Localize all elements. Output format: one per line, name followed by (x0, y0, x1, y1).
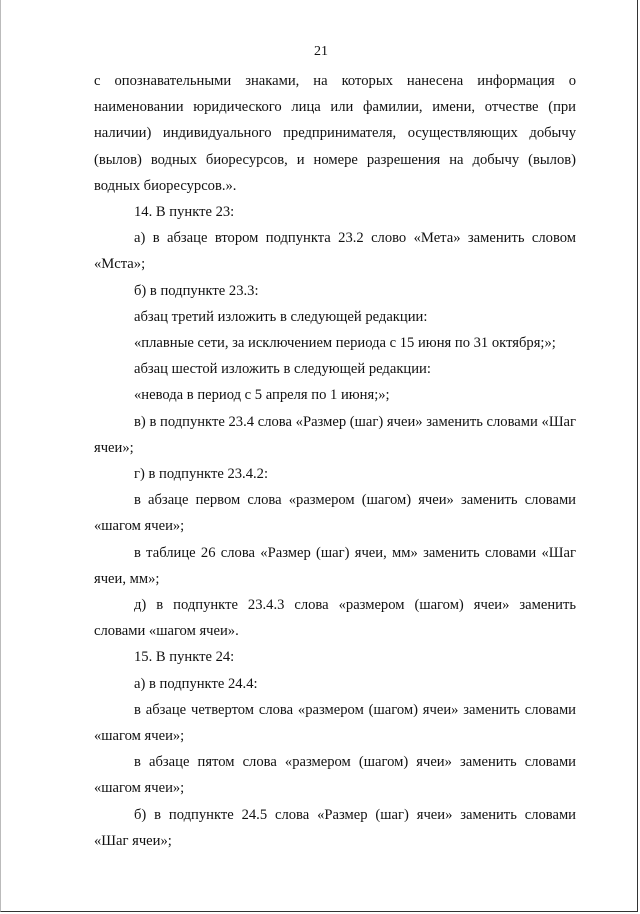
paragraph-abzac-1: в абзаце первом слова «размером (шагом) ячеи» заменить словами «шагом ячеи»; (94, 492, 576, 535)
paragraph-abzac-5: в абзаце пятом слова «размером (шагом) ячеи» заменить словами «шагом ячеи»; (94, 754, 576, 797)
page-number: 21 (314, 44, 328, 59)
paragraph-23-4: в) в подпункте 23.4 слова «Размер (шаг) ячеи» заменить словами «Шаг ячеи»; (94, 413, 576, 456)
paragraph-abzac-6: абзац шестой изложить в следующей редакции: (134, 361, 431, 378)
paragraph-plavnye-seti: «плавные сети, за исключением периода с 15 июня по 31 октября;»; (134, 335, 556, 352)
paragraph-23-3: б) в подпункте 23.3: (134, 282, 259, 299)
paragraph-abzac-3: абзац третий изложить в следующей редакции: (134, 308, 428, 325)
paragraph-item-15: 15. В пункте 24: (134, 649, 235, 666)
paragraph-abzac-4: в абзаце четвертом слова «размером (шагом) ячеи» заменить словами «шагом ячеи»; (94, 701, 576, 745)
paragraph-23-2: а) в абзаце втором подпункта 23.2 слово «Мета» заменить словом «Мста»; (94, 230, 576, 273)
paragraph-continuation: с опознавательными знаками, на которых нанесена информация о наименовании юридического лица или фамилии, имени, отчестве (при наличии) индивидуального предпринимателя, осуществляющих добычу (вылов) водных биоресурсов, и номере разрешения на добычу (вылов) водных биоресурсов.». (94, 73, 576, 194)
paragraph-23-4-2: г) в подпункте 23.4.2: (134, 466, 269, 483)
document-body (94, 68, 576, 854)
paragraph-item-14: 14. В пункте 23: (134, 204, 235, 221)
paragraph-nevoda: «невода в период с 5 апреля по 1 июня;»; (134, 387, 390, 404)
paragraph-table-26: в таблице 26 слова «Размер (шаг) ячеи, мм» заменить словами «Шаг ячеи, мм»; (94, 544, 576, 587)
paragraph-23-4-3: д) в подпункте 23.4.3 слова «размером (шагом) ячеи» заменить словами «шагом ячеи». (94, 597, 576, 640)
paragraph-24-4: а) в подпункте 24.4: (134, 675, 258, 692)
paragraph-24-5: б) в подпункте 24.5 слова «Размер (шаг) ячеи» заменить словами «Шаг ячеи»; (94, 806, 576, 849)
